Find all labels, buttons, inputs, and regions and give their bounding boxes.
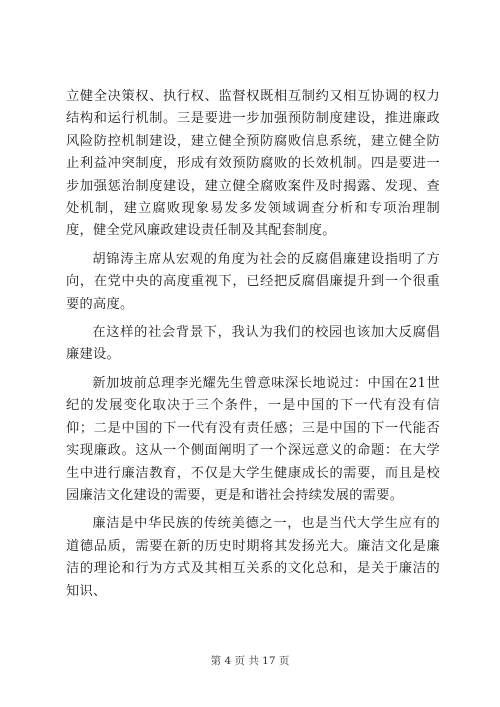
paragraph: 新加坡前总理李光耀先生曾意味深长地说过：中国在21世纪的发展变化取决于三个条件，一是中国的下一代有没有信仰；二是中国的下一代有没有责任感；三是中国的下一代能否实现廉政。这从一个侧面阐明了一个深远意义的命题：在大学生中进行廉洁教育，不仅是大学生健康成长的需要，而且是校园廉洁文化建设的需要，更是和谐社会持续发展的需要。 (66, 375, 440, 503)
paragraph-continued: 立健全决策权、执行权、监督权既相互制约又相互协调的权力结构和运行机制。三是要进一步加强预防制度建设，推进廉政风险防控机制建设，建立健全预防腐败信息系统，建立健全防止利益冲突制度，形成有效预防腐败的长效机制。四是要进一步加强惩治制度建设，建立健全腐败案件及时揭露、发现、查处机制，建立腐败现象易发多发领域调查分析和专项治理制度，健全党风廉政建设责任制及其配套制度。 (66, 89, 440, 239)
paragraph: 胡锦涛主席从宏观的角度为社会的反腐倡廉建设指明了方向，在党中央的高度重视下，已经把反腐倡廉提升到一个很重要的高度。 (66, 251, 440, 312)
document-body (66, 86, 440, 609)
page-number-footer: 第 4 页 共 17 页 (210, 655, 290, 667)
paragraph: 在这样的社会背景下，我认为我们的校园也该加大反腐倡廉建设。 (66, 325, 440, 363)
paragraph: 廉洁是中华民族的传统美德之一，也是当代大学生应有的道德品质，需要在新的历史时期将其发扬光大。廉洁文化是廉洁的理论和行为方式及其相互关系的文化总和，是关于廉洁的知识、 (66, 516, 440, 599)
